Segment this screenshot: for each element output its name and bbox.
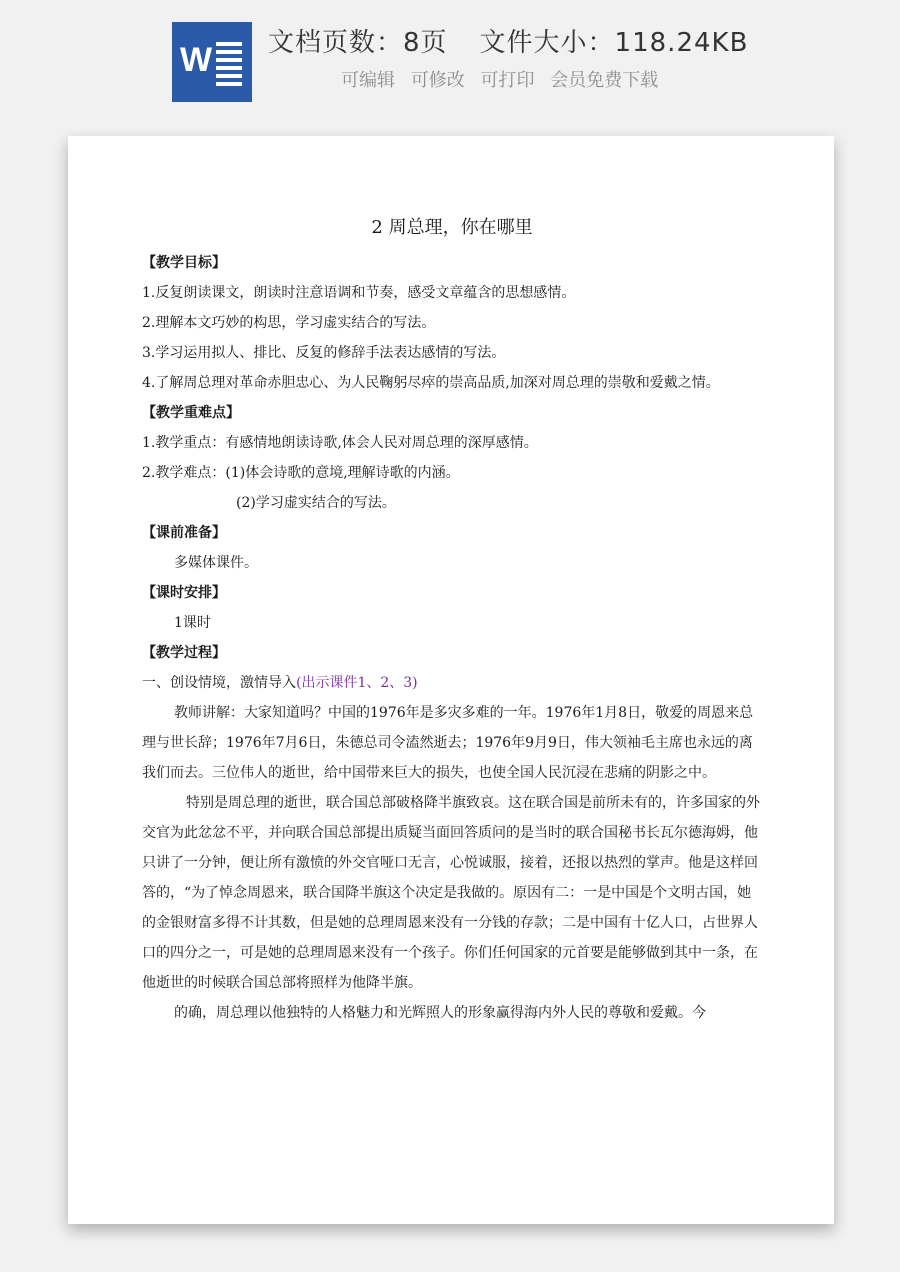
difficulty-2: (2)学习虚实结合的写法。	[236, 495, 396, 511]
section1-heading	[142, 668, 762, 698]
process-heading: 【教学过程】	[142, 645, 226, 661]
file-meta	[268, 22, 748, 59]
prep-text: 多媒体课件。	[174, 555, 258, 571]
section1-title: 一、创设情境，激情导入	[142, 675, 296, 691]
difficulty-1: 2.教学难点：(1)体会诗歌的意境,理解诗歌的内涵。	[142, 465, 460, 481]
feature-editable: 可编辑	[341, 70, 395, 91]
goal-item: 3.学习运用拟人、排比、反复的修辞手法表达感情的写法。	[142, 345, 506, 361]
feature-list	[341, 66, 668, 92]
prep-heading: 【课前准备】	[142, 525, 226, 541]
paragraph-2: 特别是周总理的逝世，联合国总部破格降半旗致哀。这在联合国是前所未有的，许多国家的外交官为此忿忿不平，并向联合国总部提出质疑当面回答质问的是当时的联合国秘书长瓦尔德海姆，他只讲了一分钟，便让所有激愤的外交官哑口无言，心悦诚服，接着，还报以热烈的掌声。他是这样回答的，“为了悼念周恩来，联合国降半旗这个决定是我做的。原因有二：一是中国是个文明古国，她的金银财富多得不计其数，但是她的总理周恩来没有一分钱的存款；二是中国有十亿人口，占世界人口的四分之一，可是她的总理周恩来没有一个孩子。你们任何国家的元首要是能够做到其中一条，在他逝世的时候联合国总部将照样为他降半旗。	[142, 795, 760, 991]
word-document-icon	[172, 22, 252, 102]
download-header	[0, 0, 900, 112]
paragraph-3: 的确，周总理以他独特的人格魅力和光辉照人的形象赢得海内外人民的尊敬和爱戴。今	[174, 1005, 706, 1021]
feature-member-download: 会员免费下载	[550, 70, 659, 91]
schedule-text: 1课时	[174, 615, 211, 631]
page-count: 文档页数：8页	[268, 28, 448, 58]
feature-printable: 可打印	[480, 70, 535, 91]
goal-item: 1.反复朗读课文，朗读时注意语调和节奏，感受文章蕴含的思想感情。	[142, 285, 576, 301]
paragraph-1: 教师讲解：大家知道吗？中国的1976年是多灾多难的一年。1976年1月8日，敬爱的周恩来总理与世长辞；1976年7月6日，朱德总司令溘然逝去；1976年9月9日，伟大领袖毛主席也永远的离我们而去。三位伟人的逝世，给中国带来巨大的损失，也使全国人民沉浸在悲痛的阴影之中。	[142, 705, 754, 781]
file-size: 文件大小：118.24KB	[479, 28, 749, 58]
word-letter: W	[180, 41, 213, 79]
goal-item: 2.理解本文巧妙的构思，学习虚实结合的写法。	[142, 315, 436, 331]
document-page	[68, 136, 834, 1224]
section1-note: (出示课件1、2、3)	[296, 675, 418, 691]
goals-heading: 【教学目标】	[142, 255, 226, 271]
key-heading: 【教学重难点】	[142, 405, 240, 421]
key-point: 1.教学重点：有感情地朗读诗歌,体会人民对周总理的深厚感情。	[142, 435, 538, 451]
document-content	[142, 208, 762, 1028]
feature-modifiable: 可修改	[410, 70, 465, 91]
goal-item: 4.了解周总理对革命赤胆忠心、为人民鞠躬尽瘁的崇高品质,加深对周总理的崇敬和爱戴之情。	[142, 375, 720, 391]
schedule-heading: 【课时安排】	[142, 585, 226, 601]
document-title: 2 周总理，你在哪里	[371, 217, 533, 238]
